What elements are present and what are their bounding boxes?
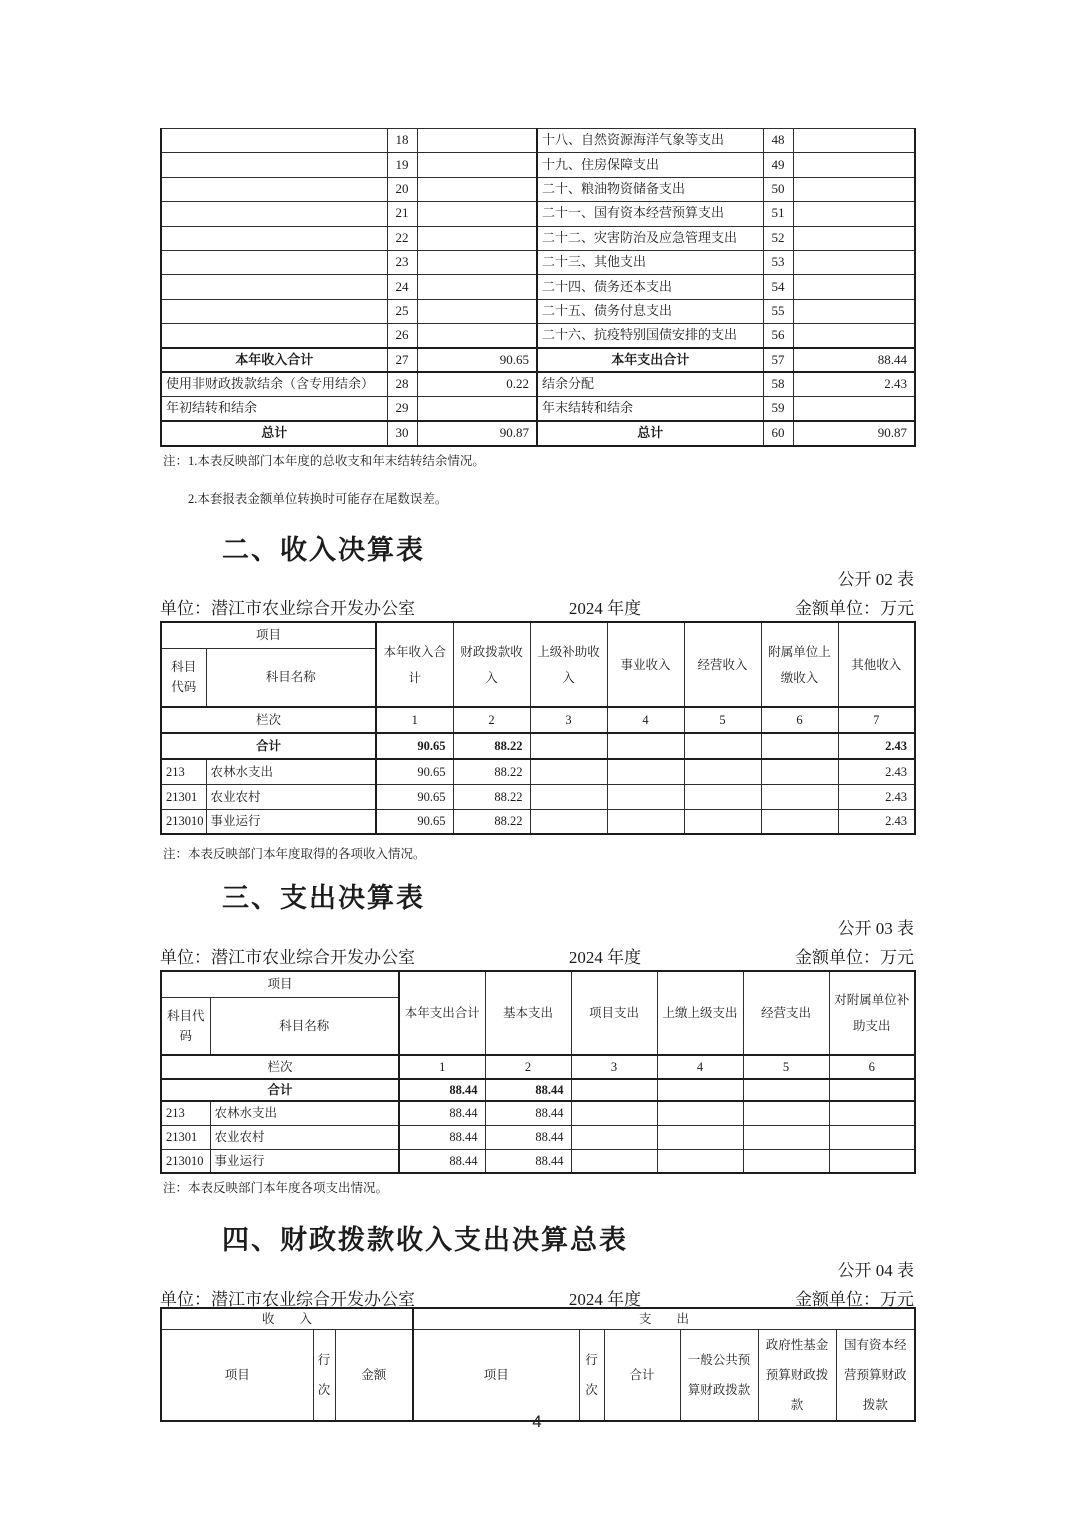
column-index-cell: 7 — [838, 707, 915, 733]
column-index-label-cell: 栏次 — [161, 707, 376, 733]
subject-name-cell: 农业农村 — [210, 1125, 399, 1149]
total-label-cell: 合计 — [161, 733, 376, 759]
row-no-cell: 53 — [763, 250, 793, 274]
subject-code-cell: 21301 — [161, 784, 206, 809]
row-no-cell: 56 — [763, 324, 793, 348]
unit-label: 单位：潜江市农业综合开发办公室 — [160, 1290, 415, 1309]
amount-cell — [571, 1101, 657, 1125]
amount-cell — [761, 784, 838, 809]
amount-cell: 88.44 — [485, 1125, 571, 1149]
row-no-cell: 48 — [763, 129, 793, 153]
amount-cell — [417, 250, 537, 274]
annual-total-row — [161, 348, 915, 372]
amount-cell: 88.44 — [485, 1101, 571, 1125]
amount-cell — [793, 129, 915, 153]
unit-label: 单位：潜江市农业综合开发办公室 — [160, 599, 415, 618]
table-note: 注：1.本表反映部门本年度的总收支和年末结转结余情况。 — [163, 454, 485, 468]
row-no-cell: 29 — [387, 397, 417, 421]
grand-total-row — [161, 421, 915, 445]
income-item-cell — [161, 226, 387, 250]
income-item-cell — [161, 324, 387, 348]
expense-total-label-cell: 本年支出合计 — [537, 348, 763, 372]
subject-code-cell: 213 — [161, 759, 206, 784]
table-caption-line — [160, 594, 914, 619]
expense-item-cell: 结余分配 — [537, 372, 763, 396]
amount-cell — [829, 1101, 915, 1125]
column-index-row — [161, 707, 915, 733]
row-no-cell: 22 — [387, 226, 417, 250]
column-index-cell: 1 — [376, 707, 453, 733]
column-header-cell: 经营支出 — [743, 971, 829, 1055]
table-row — [161, 202, 915, 226]
table-row — [161, 784, 915, 809]
summary-balance-table — [160, 128, 916, 447]
row-no-cell: 30 — [387, 421, 417, 445]
row-no-header-cell: 行次 — [579, 1330, 604, 1422]
amount-header-cell: 金额 — [335, 1330, 413, 1422]
amount-cell — [743, 1149, 829, 1173]
amount-cell: 2.43 — [838, 733, 915, 759]
amount-cell — [607, 759, 684, 784]
amount-cell — [417, 129, 537, 153]
row-no-cell: 19 — [387, 153, 417, 177]
amount-cell: 88.44 — [793, 348, 915, 372]
year-label: 2024 年度 — [568, 948, 642, 967]
amount-cell: 90.87 — [793, 421, 915, 445]
unit-label: 单位：潜江市农业综合开发办公室 — [160, 948, 415, 967]
amount-cell — [743, 1079, 829, 1101]
amount-cell — [829, 1149, 915, 1173]
amount-cell: 90.65 — [376, 809, 453, 834]
amount-cell — [761, 733, 838, 759]
amount-cell: 90.65 — [376, 759, 453, 784]
amount-cell: 90.65 — [376, 784, 453, 809]
row-no-cell: 21 — [387, 202, 417, 226]
total-row — [161, 1079, 915, 1101]
page-number: 4 — [532, 1412, 542, 1431]
subject-code-cell: 213010 — [161, 809, 206, 834]
amount-cell — [530, 809, 607, 834]
amount-unit-label: 金额单位：万元 — [795, 1290, 914, 1309]
table-row — [161, 1125, 915, 1149]
table-row — [161, 226, 915, 250]
amount-cell — [684, 733, 761, 759]
table-header-row — [161, 622, 915, 648]
column-header-cell: 本年支出合计 — [399, 971, 485, 1055]
amount-cell — [793, 177, 915, 201]
amount-cell — [657, 1101, 743, 1125]
amount-cell — [793, 299, 915, 323]
row-no-cell: 49 — [763, 153, 793, 177]
amount-cell — [657, 1149, 743, 1173]
item-header-cell: 项目 — [413, 1330, 579, 1422]
column-header-cell: 其他收入 — [838, 622, 915, 707]
amount-cell — [793, 397, 915, 421]
expense-grand-total-label-cell: 总计 — [537, 421, 763, 445]
sheet-number: 公开 04 表 — [837, 1261, 914, 1280]
column-index-cell: 5 — [743, 1055, 829, 1079]
income-item-cell — [161, 129, 387, 153]
item-header-cell: 项目 — [161, 622, 376, 648]
table-row — [161, 1101, 915, 1125]
table-row — [161, 372, 915, 396]
row-no-cell: 54 — [763, 275, 793, 299]
section-2-title: 二、收入决算表 — [222, 535, 425, 565]
fiscal-appropriation-summary-table — [160, 1307, 916, 1422]
subject-name-header-cell: 科目名称 — [206, 648, 376, 707]
column-header-cell: 经营收入 — [684, 622, 761, 707]
amount-cell: 88.44 — [399, 1149, 485, 1173]
expense-item-cell: 二十三、其他支出 — [537, 250, 763, 274]
amount-cell: 88.22 — [453, 784, 530, 809]
column-index-cell: 4 — [657, 1055, 743, 1079]
column-index-cell: 5 — [684, 707, 761, 733]
income-group-header-cell: 收 入 — [161, 1308, 413, 1330]
income-statement-table — [160, 621, 916, 835]
column-index-cell: 6 — [761, 707, 838, 733]
column-index-cell: 2 — [453, 707, 530, 733]
table-note: 2.本套报表金额单位转换时可能存在尾数误差。 — [188, 492, 448, 506]
amount-cell — [417, 299, 537, 323]
row-no-cell: 28 — [387, 372, 417, 396]
row-no-cell: 50 — [763, 177, 793, 201]
column-header-cell: 财政拨款收入 — [453, 622, 530, 707]
table-row — [161, 177, 915, 201]
column-index-cell: 4 — [607, 707, 684, 733]
amount-cell — [571, 1125, 657, 1149]
amount-cell — [793, 202, 915, 226]
table-row — [161, 1149, 915, 1173]
column-header-cell: 本年收入合计 — [376, 622, 453, 707]
expenditure-statement-table — [160, 970, 916, 1174]
income-item-cell — [161, 299, 387, 323]
amount-cell — [530, 784, 607, 809]
column-header-cell: 附属单位上缴收入 — [761, 622, 838, 707]
amount-cell — [743, 1101, 829, 1125]
table-row — [161, 250, 915, 274]
income-item-cell: 年初结转和结余 — [161, 397, 387, 421]
row-no-cell: 59 — [763, 397, 793, 421]
column-header-cell: 上缴上级支出 — [657, 971, 743, 1055]
table-header-row — [161, 1308, 915, 1330]
amount-cell — [417, 226, 537, 250]
amount-cell: 88.44 — [399, 1079, 485, 1101]
amount-cell — [607, 733, 684, 759]
row-no-cell: 58 — [763, 372, 793, 396]
amount-cell — [829, 1079, 915, 1101]
amount-cell — [417, 153, 537, 177]
row-no-header-cell: 行次 — [313, 1330, 335, 1422]
amount-cell — [571, 1149, 657, 1173]
column-index-cell: 3 — [530, 707, 607, 733]
column-header-cell: 事业收入 — [607, 622, 684, 707]
year-label: 2024 年度 — [568, 1290, 642, 1309]
item-header-cell: 项目 — [161, 1330, 313, 1422]
total-header-cell: 合计 — [604, 1330, 680, 1422]
subject-name-cell: 事业运行 — [210, 1149, 399, 1173]
subject-name-cell: 事业运行 — [206, 809, 376, 834]
amount-cell: 2.43 — [838, 784, 915, 809]
amount-unit-label: 金额单位：万元 — [795, 948, 914, 967]
subject-code-cell: 213 — [161, 1101, 210, 1125]
table-note: 注：本表反映部门本年度各项支出情况。 — [163, 1181, 389, 1195]
amount-cell: 88.22 — [453, 809, 530, 834]
expense-item-cell: 二十、粮油物资储备支出 — [537, 177, 763, 201]
amount-cell — [793, 250, 915, 274]
row-no-cell: 25 — [387, 299, 417, 323]
amount-cell — [793, 275, 915, 299]
amount-cell — [684, 784, 761, 809]
income-item-cell — [161, 177, 387, 201]
row-no-cell: 60 — [763, 421, 793, 445]
amount-cell — [657, 1079, 743, 1101]
table-row — [161, 129, 915, 153]
subject-name-header-cell: 科目名称 — [210, 997, 399, 1055]
amount-cell — [530, 759, 607, 784]
table-row — [161, 153, 915, 177]
income-item-cell: 使用非财政拨款结余（含专用结余） — [161, 372, 387, 396]
section-4-title: 四、财政拨款收入支出决算总表 — [222, 1225, 628, 1255]
amount-cell: 90.65 — [417, 348, 537, 372]
income-grand-total-label-cell: 总计 — [161, 421, 387, 445]
column-index-cell: 2 — [485, 1055, 571, 1079]
amount-cell — [530, 733, 607, 759]
row-no-cell: 27 — [387, 348, 417, 372]
row-no-cell: 18 — [387, 129, 417, 153]
table-row — [161, 809, 915, 834]
row-no-cell: 23 — [387, 250, 417, 274]
amount-cell: 2.43 — [793, 372, 915, 396]
row-no-cell: 24 — [387, 275, 417, 299]
amount-cell — [829, 1125, 915, 1149]
amount-cell: 88.22 — [453, 759, 530, 784]
column-index-label-cell: 栏次 — [161, 1055, 399, 1079]
column-header-cell: 政府性基金预算财政拨款 — [758, 1330, 836, 1422]
expense-item-cell: 二十六、抗疫特别国债安排的支出 — [537, 324, 763, 348]
amount-cell: 90.65 — [376, 733, 453, 759]
amount-cell — [743, 1125, 829, 1149]
total-label-cell: 合计 — [161, 1079, 399, 1101]
subject-name-cell: 农林水支出 — [206, 759, 376, 784]
amount-cell — [684, 759, 761, 784]
expense-item-cell: 十八、自然资源海洋气象等支出 — [537, 129, 763, 153]
income-item-cell — [161, 202, 387, 226]
subject-code-cell: 21301 — [161, 1125, 210, 1149]
row-no-cell: 55 — [763, 299, 793, 323]
subject-code-cell: 213010 — [161, 1149, 210, 1173]
row-no-cell: 51 — [763, 202, 793, 226]
income-item-cell — [161, 275, 387, 299]
column-header-cell: 基本支出 — [485, 971, 571, 1055]
subject-code-header-cell: 科目代码 — [161, 648, 206, 707]
amount-cell: 88.44 — [399, 1125, 485, 1149]
amount-cell — [607, 784, 684, 809]
expense-item-cell: 二十一、国有资本经营预算支出 — [537, 202, 763, 226]
income-total-label-cell: 本年收入合计 — [161, 348, 387, 372]
amount-cell — [793, 324, 915, 348]
column-index-row — [161, 1055, 915, 1079]
amount-cell: 88.44 — [399, 1101, 485, 1125]
column-header-cell: 项目支出 — [571, 971, 657, 1055]
year-label: 2024 年度 — [568, 599, 642, 618]
table-header-row — [161, 971, 915, 997]
section-3-title: 三、支出决算表 — [222, 883, 425, 913]
amount-cell — [761, 809, 838, 834]
amount-cell — [793, 153, 915, 177]
subject-name-cell: 农林水支出 — [210, 1101, 399, 1125]
item-header-cell: 项目 — [161, 971, 399, 997]
column-header-cell: 对附属单位补助支出 — [829, 971, 915, 1055]
table-row — [161, 299, 915, 323]
amount-cell: 2.43 — [838, 759, 915, 784]
expense-group-header-cell: 支 出 — [413, 1308, 915, 1330]
amount-cell: 90.87 — [417, 421, 537, 445]
expense-item-cell: 年末结转和结余 — [537, 397, 763, 421]
amount-cell — [571, 1079, 657, 1101]
amount-cell — [417, 202, 537, 226]
expense-item-cell: 二十五、债务付息支出 — [537, 299, 763, 323]
amount-cell — [657, 1125, 743, 1149]
amount-cell — [607, 809, 684, 834]
amount-cell — [417, 397, 537, 421]
amount-cell: 0.22 — [417, 372, 537, 396]
table-row — [161, 324, 915, 348]
subject-code-header-cell: 科目代码 — [161, 997, 210, 1055]
row-no-cell: 52 — [763, 226, 793, 250]
table-row — [161, 275, 915, 299]
amount-cell: 88.44 — [485, 1079, 571, 1101]
subject-name-cell: 农业农村 — [206, 784, 376, 809]
expense-item-cell: 二十二、灾害防治及应急管理支出 — [537, 226, 763, 250]
column-index-cell: 6 — [829, 1055, 915, 1079]
table-note: 注：本表反映部门本年度取得的各项收入情况。 — [163, 847, 426, 861]
amount-cell — [417, 177, 537, 201]
row-no-cell: 20 — [387, 177, 417, 201]
amount-cell — [417, 275, 537, 299]
column-header-cell: 国有资本经营预算财政拨款 — [836, 1330, 915, 1422]
amount-cell: 88.44 — [485, 1149, 571, 1173]
row-no-cell: 57 — [763, 348, 793, 372]
amount-cell: 88.22 — [453, 733, 530, 759]
amount-cell: 2.43 — [838, 809, 915, 834]
amount-cell — [793, 226, 915, 250]
column-index-cell: 3 — [571, 1055, 657, 1079]
expense-item-cell: 十九、住房保障支出 — [537, 153, 763, 177]
sheet-number: 公开 02 表 — [837, 570, 914, 589]
amount-cell — [761, 759, 838, 784]
column-index-cell: 1 — [399, 1055, 485, 1079]
table-header-row — [161, 1330, 915, 1422]
amount-unit-label: 金额单位：万元 — [795, 599, 914, 618]
table-caption-line — [160, 943, 914, 968]
column-header-cell: 上级补助收入 — [530, 622, 607, 707]
table-row — [161, 759, 915, 784]
row-no-cell: 26 — [387, 324, 417, 348]
amount-cell — [417, 324, 537, 348]
column-header-cell: 一般公共预算财政拨款 — [680, 1330, 758, 1422]
total-row — [161, 733, 915, 759]
income-item-cell — [161, 153, 387, 177]
table-row — [161, 397, 915, 421]
amount-cell — [684, 809, 761, 834]
income-item-cell — [161, 250, 387, 274]
expense-item-cell: 二十四、债务还本支出 — [537, 275, 763, 299]
sheet-number: 公开 03 表 — [837, 919, 914, 938]
